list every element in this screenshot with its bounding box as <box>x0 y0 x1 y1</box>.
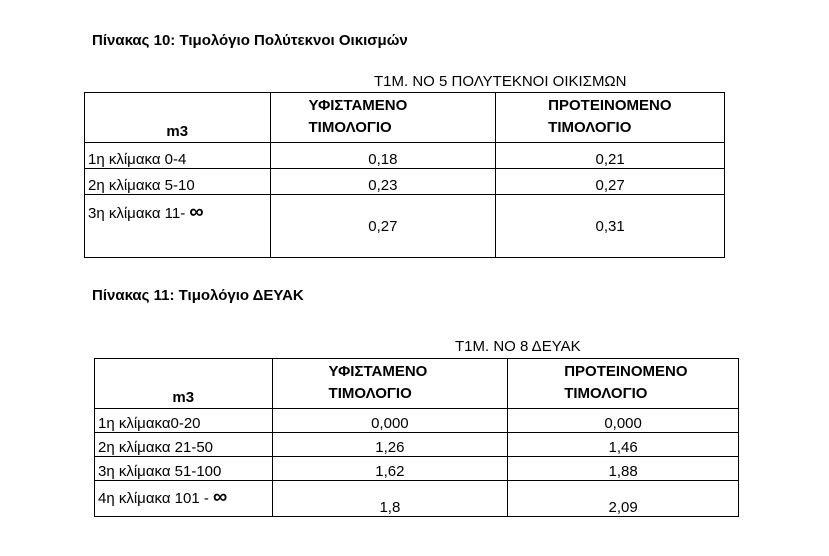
row-existing: 0,27 <box>270 195 496 258</box>
table-row <box>85 143 725 169</box>
row-existing: 0,18 <box>270 143 496 169</box>
row-existing: 0,000 <box>272 409 508 433</box>
header-proposed-line1: ΠΡΟΤΕΙΝΟΜΕΝΟ <box>564 363 688 380</box>
row-proposed: 0,31 <box>496 195 725 258</box>
header-proposed-line1: ΠΡΟΤΕΙΝΟΜΕΝΟ <box>548 97 672 114</box>
table-header-row <box>85 93 725 143</box>
header-proposed <box>508 359 739 409</box>
table-row <box>85 195 725 258</box>
table10-caption: Πίνακας 10: Τιμολόγιο Πολύτεκνοι Οικισμών <box>92 32 408 49</box>
header-existing <box>272 359 508 409</box>
row-proposed: 2,09 <box>508 481 739 517</box>
row-existing: 0,23 <box>270 169 496 195</box>
row-label: 2η κλίμακα 5-10 <box>85 169 271 195</box>
table-row <box>95 433 739 457</box>
header-existing-line2: ΤΙΜΟΛΟΓΙΟ <box>328 385 412 402</box>
table10 <box>84 92 725 258</box>
row-proposed: 0,21 <box>496 143 725 169</box>
row-label-cell <box>85 195 271 258</box>
header-existing <box>270 93 496 143</box>
row-proposed: 0,27 <box>496 169 725 195</box>
table11-caption: Πίνακας 11: Τιμολόγιο ΔΕΥΑΚ <box>92 287 304 304</box>
row-existing: 1,8 <box>272 481 508 517</box>
header-unit: m3 <box>85 93 271 143</box>
row-label-cell <box>95 481 273 517</box>
row-label: 4η κλίμακα 101 - <box>98 490 214 507</box>
row-existing: 1,62 <box>272 457 508 481</box>
header-proposed <box>496 93 725 143</box>
infinity-icon: ∞ <box>189 201 204 223</box>
row-label: 1η κλίμακα0-20 <box>95 409 273 433</box>
row-proposed: 0,000 <box>508 409 739 433</box>
table-row <box>95 457 739 481</box>
table10-subtitle: Τ1Μ. ΝΟ 5 ΠΟΛΥΤΕΚΝΟΙ ΟΙΚΙΣΜΩΝ <box>374 73 627 90</box>
table-row <box>85 169 725 195</box>
row-label: 2η κλίμακα 21-50 <box>95 433 273 457</box>
row-proposed: 1,46 <box>508 433 739 457</box>
table-row <box>95 409 739 433</box>
row-label: 3η κλίμακα 11- <box>88 205 190 222</box>
header-unit: m3 <box>95 359 273 409</box>
header-existing-line1: ΥΦΙΣΤΑΜΕΝΟ <box>328 363 428 380</box>
table-header-row <box>95 359 739 409</box>
infinity-icon: ∞ <box>213 486 228 508</box>
row-label: 3η κλίμακα 51-100 <box>95 457 273 481</box>
header-proposed-line2: ΤΙΜΟΛΟΓΙΟ <box>548 119 632 136</box>
table-row <box>95 481 739 517</box>
row-label: 1η κλίμακα 0-4 <box>85 143 271 169</box>
table11-subtitle: Τ1Μ. ΝΟ 8 ΔΕΥΑΚ <box>455 338 581 355</box>
header-existing-line1: ΥΦΙΣΤΑΜΕΝΟ <box>308 97 408 114</box>
header-existing-line2: ΤΙΜΟΛΟΓΙΟ <box>308 119 392 136</box>
row-proposed: 1,88 <box>508 457 739 481</box>
header-proposed-line2: ΤΙΜΟΛΟΓΙΟ <box>564 385 648 402</box>
table11 <box>94 358 739 517</box>
row-existing: 1,26 <box>272 433 508 457</box>
